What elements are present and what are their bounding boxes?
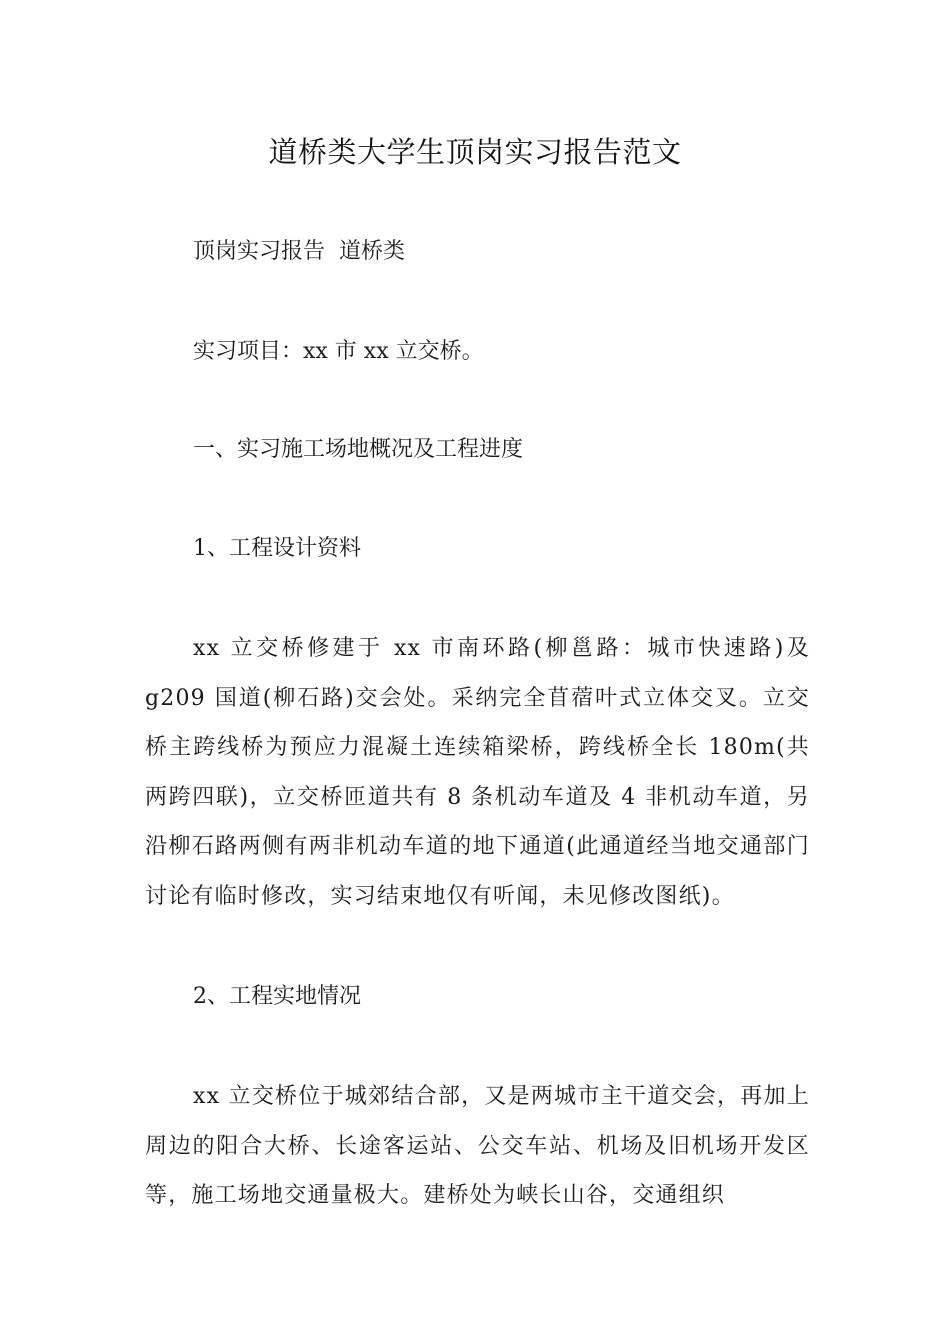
document-title: 道桥类大学生顶岗实习报告范文 <box>268 135 682 169</box>
subsection-heading: 2、工程实地情况 <box>193 984 361 1009</box>
subsection-heading: 1、工程设计资料 <box>193 536 361 561</box>
section-heading: 一、实习施工场地概况及工程进度 <box>193 437 524 462</box>
project-line: 实习项目：xx 市 xx 立交桥。 <box>193 339 484 364</box>
body-paragraph: xx 立交桥位于城郊结合部，又是两城市主干道交会，再加上周边的阳合大桥、长途客运站、公交车站、机场及旧机场开发区等，施工场地交通量极大。建桥处为峡长山谷，交通组织 <box>145 1084 810 1208</box>
body-paragraph: xx 立交桥修建于 xx 市南环路(柳邕路：城市快速路)及 g209 国道(柳石路)交会处。采纳完全苜蓿叶式立体交叉。立交桥主跨线桥为预应力混凝土连续箱梁桥，跨线桥全长 180m(共两跨四联)，立交桥匝道共有 8 条机动车道及 4 非机动车道，另沿柳石路两侧有两非机动车道的地下通道(此通道经当地交通部门讨论有临时修改，实习结束地仅有听闻，未见修改图纸)。 <box>145 636 810 909</box>
subtitle-line: 顶岗实习报告 道桥类 <box>193 239 405 264</box>
